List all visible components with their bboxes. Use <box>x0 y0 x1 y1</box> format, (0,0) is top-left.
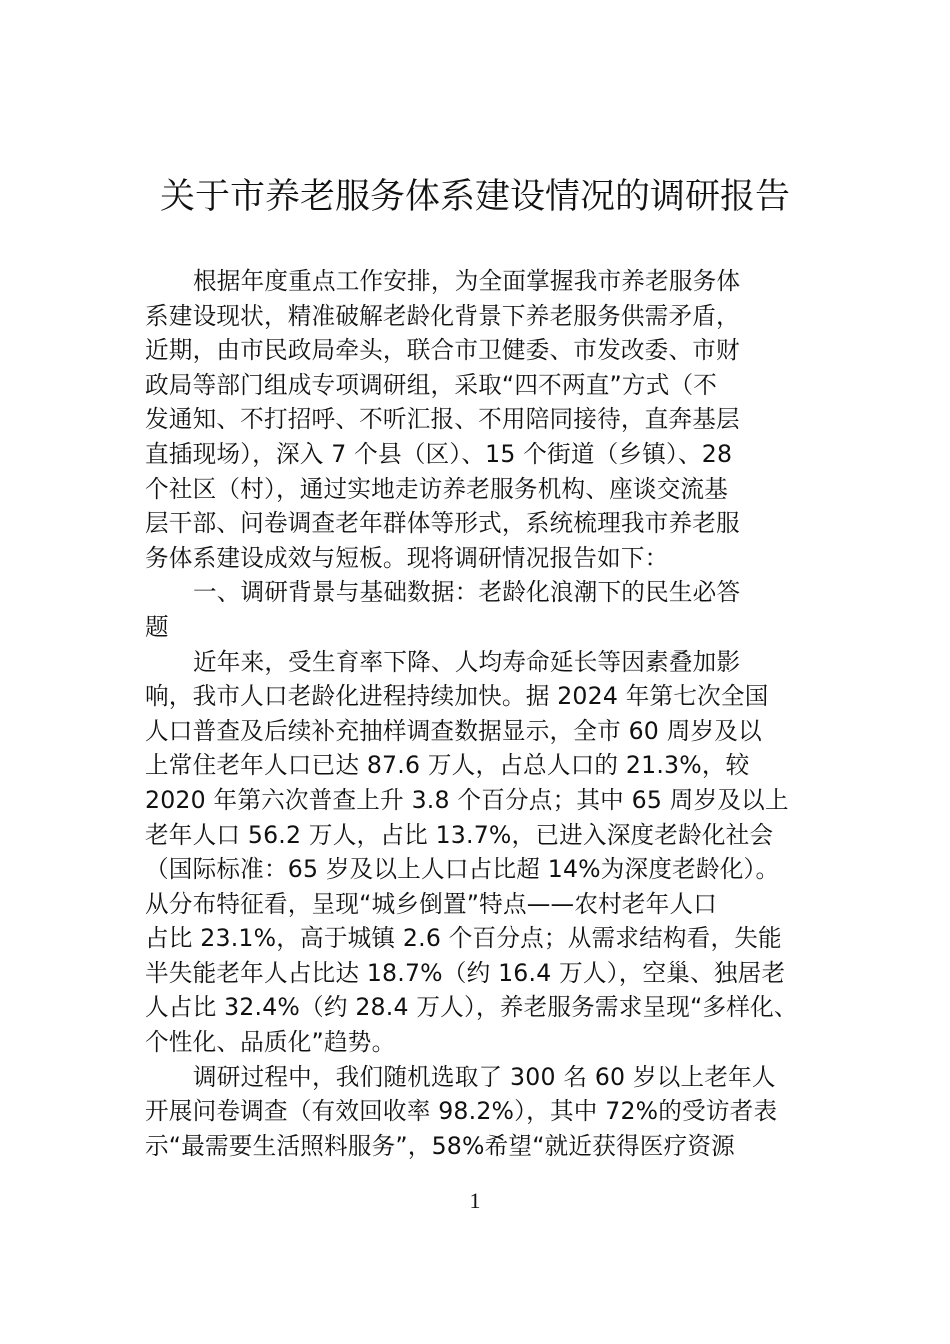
paragraph-line: 个社区（村），通过实地走访养老服务机构、座谈交流基 <box>145 474 729 503</box>
paragraph-line: 政局等部门组成专项调研组，采取“四不两直”方式（不 <box>145 370 718 399</box>
paragraph-line: 响，我市人口老龄化进程持续加快。据 2024 年第七次全国 <box>145 682 769 711</box>
paragraph-line: 近期，由市民政局牵头，联合市卫健委、市发改委、市财 <box>145 336 740 365</box>
paragraph-line: 2020 年第六次普查上升 3.8 个百分点；其中 65 周岁及以上 <box>145 785 789 814</box>
section-heading-line: 一、调研背景与基础数据：老龄化浪潮下的民生必答 <box>193 578 741 607</box>
paragraph-line: （国际标准：65 岁及以上人口占比超 14%为深度老龄化）。 <box>145 855 780 884</box>
document-title: 关于市养老服务体系建设情况的调研报告 <box>159 177 790 217</box>
paragraph-line: 发通知、不打招呼、不听汇报、不用陪同接待，直奔基层 <box>145 405 740 434</box>
paragraph-line: 老年人口 56.2 万人，占比 13.7%，已进入深度老龄化社会 <box>145 820 774 849</box>
paragraph-line: 占比 23.1%，高于城镇 2.6 个百分点；从需求结构看，失能 <box>145 924 782 953</box>
paragraph-line: 层干部、问卷调查老年群体等形式，系统梳理我市养老服 <box>145 509 740 538</box>
paragraph-line: 开展问卷调查（有效回收率 98.2%），其中 72%的受访者表 <box>145 1097 778 1126</box>
paragraph-line: 上常住老年人口已达 87.6 万人，占总人口的 21.3%，较 <box>145 751 750 780</box>
paragraph-line: 务体系建设成效与短板。现将调研情况报告如下： <box>145 543 669 572</box>
section-heading-line: 题 <box>145 612 169 641</box>
paragraph-line: 根据年度重点工作安排，为全面掌握我市养老服务体 <box>193 267 741 295</box>
paragraph-line: 人占比 32.4%（约 28.4 万人），养老服务需求呈现“多样化、 <box>145 993 798 1022</box>
paragraph-line: 人口普查及后续补充抽样调查数据显示，全市 60 周岁及以 <box>145 716 762 745</box>
paragraph-line: 系建设现状，精准破解老龄化背景下养老服务供需矛盾， <box>145 301 740 330</box>
paragraph-line: 从分布特征看，呈现“城乡倒置”特点——农村老年人口 <box>145 889 718 918</box>
paragraph-line: 调研过程中，我们随机选取了 300 名 60 岁以上老年人 <box>193 1062 776 1091</box>
paragraph-line: 近年来，受生育率下降、人均寿命延长等因素叠加影 <box>193 647 741 676</box>
paragraph-line: 个性化、品质化”趋势。 <box>145 1028 396 1057</box>
document-body <box>145 264 810 1163</box>
paragraph-line: 直插现场），深入 7 个县（区）、15 个街道（乡镇）、28 <box>145 439 733 468</box>
page-number: 1 <box>469 1188 481 1213</box>
paragraph-line: 半失能老年人占比达 18.7%（约 16.4 万人），空巢、独居老 <box>145 958 786 987</box>
paragraph-line: 示“最需要生活照料服务”，58%希望“就近获得医疗资源 <box>145 1131 735 1160</box>
